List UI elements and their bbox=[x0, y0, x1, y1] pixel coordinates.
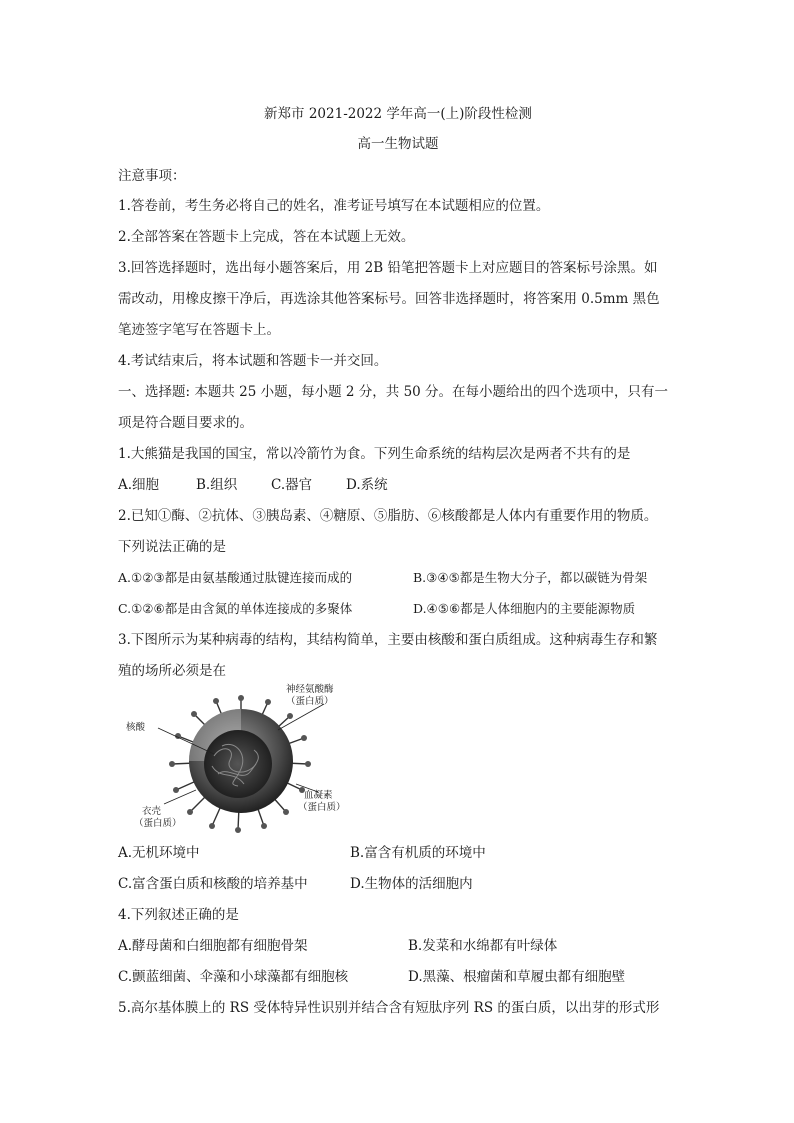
q3-option-b: B.富含有机质的环境中 bbox=[350, 845, 486, 861]
label-neuraminidase-sub: （蛋白质） bbox=[286, 696, 334, 707]
q1-option-a: A.细胞 bbox=[118, 477, 160, 493]
q2-option-a: A.①②③都是由氨基酸通过肽键连接而成的 bbox=[118, 570, 353, 585]
q4-option-c: C.颤蓝细菌、伞藻和小球藻都有细胞核 bbox=[118, 969, 349, 985]
q3-stem: 殖的场所必须是在 bbox=[118, 663, 226, 679]
label-hemagglutinin-sub: （蛋白质） bbox=[298, 802, 346, 813]
q2-stem: 2.已知①酶、②抗体、③胰岛素、④糖原、⑤脂肪、⑥核酸都是人体内有重要作用的物质。 bbox=[118, 508, 658, 524]
q3-option-c: C.富含蛋白质和核酸的培养基中 bbox=[118, 876, 308, 892]
q2-option-d: D.④⑤⑥都是人体细胞内的主要能源物质 bbox=[413, 601, 636, 616]
q1-option-d: D.系统 bbox=[346, 477, 388, 493]
notice-item: 笔迹签字笔写在答题卡上。 bbox=[118, 322, 280, 338]
q4-option-a: A.酵母菌和白细胞都有细胞骨架 bbox=[118, 938, 308, 954]
notice-item: 2.全部答案在答题卡上完成，答在本试题上无效。 bbox=[118, 229, 415, 245]
notice-heading: 注意事项： bbox=[118, 168, 186, 184]
section-heading: 项是符合题目要求的。 bbox=[118, 415, 253, 431]
q3-option-a: A.无机环境中 bbox=[118, 845, 200, 861]
q1-option-c: C.器官 bbox=[271, 477, 313, 493]
q2-option-b: B.③④⑤都是生物大分子，都以碳链为骨架 bbox=[413, 570, 648, 585]
q4-stem: 4.下列叙述正确的是 bbox=[118, 907, 239, 923]
notice-item: 4.考试结束后，将本试题和答题卡一并交回。 bbox=[118, 353, 388, 369]
section-heading: 一、选择题: 本题共 25 小题，每小题 2 分，共 50 分。在每小题给出的四个选项中，只有一 bbox=[118, 384, 669, 400]
notice-item: 1.答卷前，考生务必将自己的姓名，准考证号填写在本试题相应的位置。 bbox=[118, 198, 550, 214]
label-capsid-sub: （蛋白质） bbox=[134, 818, 182, 829]
notice-item: 3.回答选择题时，选出每小题答案后，用 2B 铅笔把答题卡上对应题目的答案标号涂黑。如 bbox=[118, 260, 658, 276]
q1-option-b: B.组织 bbox=[196, 477, 238, 493]
exam-title: 新郑市 2021-2022 学年高一(上)阶段性检测 bbox=[264, 106, 532, 122]
notice-item: 需改动，用橡皮擦干净后，再选涂其他答案标号。回答非选择题时，将答案用 0.5mm 黑色 bbox=[118, 291, 660, 307]
label-hemagglutinin: 血凝素 bbox=[304, 790, 333, 801]
label-capsid: 衣壳 bbox=[142, 806, 162, 817]
virus-core bbox=[204, 730, 272, 798]
q4-option-d: D.黑藻、根瘤菌和草履虫都有细胞壁 bbox=[408, 969, 626, 985]
q3-option-d: D.生物体的活细胞内 bbox=[350, 876, 473, 892]
virus-structure-figure bbox=[118, 686, 358, 836]
label-nucleic-acid: 核酸 bbox=[126, 722, 146, 733]
exam-subtitle: 高一生物试题 bbox=[357, 136, 439, 152]
q5-stem: 5.高尔基体膜上的 RS 受体特异性识别并结合含有短肽序列 RS 的蛋白质，以出芽的形式形 bbox=[118, 1000, 660, 1016]
q2-option-c: C.①②⑥都是由含氮的单体连接成的多聚体 bbox=[118, 601, 353, 616]
q1-stem: 1.大熊猫是我国的国宝，常以冷箭竹为食。下列生命系统的结构层次是两者不共有的是 bbox=[118, 446, 631, 462]
label-neuraminidase: 神经氨酸酶 bbox=[286, 684, 334, 695]
q3-stem: 3.下图所示为某种病毒的结构，其结构简单，主要由核酸和蛋白质组成。这种病毒生存和繁 bbox=[118, 632, 658, 648]
q2-stem: 下列说法正确的是 bbox=[118, 539, 226, 555]
q4-option-b: B.发菜和水绵都有叶绿体 bbox=[408, 938, 558, 954]
